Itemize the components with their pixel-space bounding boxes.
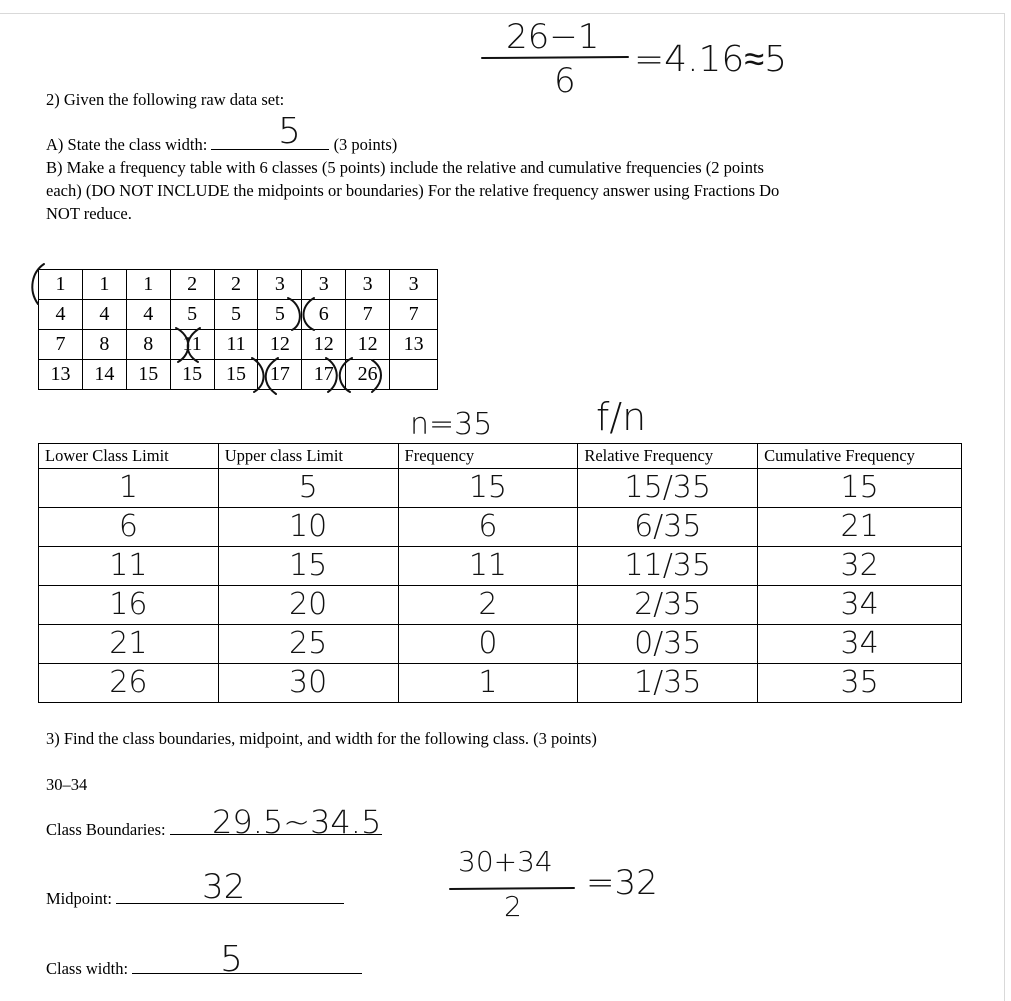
hw-class-width-answer: 5 bbox=[278, 111, 301, 152]
raw-data-cell: 12 bbox=[346, 330, 390, 360]
width-blank[interactable] bbox=[132, 957, 362, 974]
q2-part-b-line2: each) (DO NOT INCLUDE the midpoints or boundaries) For the relative frequency answer using Fractions Do bbox=[46, 181, 780, 200]
q2-intro: 2) Given the following raw data set: bbox=[46, 90, 285, 109]
upper-limit-cell: 30 bbox=[218, 664, 398, 703]
raw-data-cell: 4 bbox=[82, 300, 126, 330]
q3-width-row bbox=[46, 957, 362, 980]
table-row bbox=[39, 664, 962, 703]
upper-limit-cell: 5 bbox=[218, 469, 398, 508]
upper-limit-cell: 20 bbox=[218, 586, 398, 625]
hw-width-denominator: 6 bbox=[554, 61, 576, 101]
raw-data-cell: 26 bbox=[346, 360, 390, 390]
raw-data-cell: 4 bbox=[39, 300, 83, 330]
upper-limit-cell: 15 bbox=[218, 547, 398, 586]
cumulative-frequency-cell: 35 bbox=[758, 664, 962, 703]
relative-frequency-cell: 15/35 bbox=[578, 469, 758, 508]
frequency-table-body bbox=[39, 469, 962, 703]
raw-data-cell: 15 bbox=[214, 360, 258, 390]
raw-data-cell: 14 bbox=[82, 360, 126, 390]
raw-data-cell: 3 bbox=[302, 270, 346, 300]
hw-width-result: =4.16≈5 bbox=[634, 39, 787, 80]
upper-limit-cell: 10 bbox=[218, 508, 398, 547]
q3-midpoint-row bbox=[46, 887, 344, 910]
q2-part-b-line1: B) Make a frequency table with 6 classes (5 points) include the relative and cumulative frequencies (2 points bbox=[46, 158, 764, 177]
hw-width-numerator: 26−1 bbox=[506, 17, 600, 57]
frequency-cell: 11 bbox=[398, 547, 578, 586]
raw-data-cell: 5 bbox=[258, 300, 302, 330]
cumulative-frequency-cell: 34 bbox=[758, 625, 962, 664]
frequency-cell: 0 bbox=[398, 625, 578, 664]
frequency-cell: 2 bbox=[398, 586, 578, 625]
frequency-cell: 15 bbox=[398, 469, 578, 508]
raw-data-cell: 3 bbox=[390, 270, 438, 300]
raw-data-cell: 2 bbox=[214, 270, 258, 300]
raw-data-cell: 12 bbox=[302, 330, 346, 360]
raw-data-cell: 7 bbox=[346, 300, 390, 330]
lower-limit-cell: 26 bbox=[39, 664, 219, 703]
frequency-table bbox=[38, 443, 962, 703]
hw-midpoint-result: =32 bbox=[586, 863, 658, 903]
hw-midpoint-numerator: 30+34 bbox=[458, 845, 553, 878]
q3-class-range: 30–34 bbox=[46, 775, 88, 794]
raw-data-cell: 4 bbox=[126, 300, 170, 330]
table-row bbox=[39, 508, 962, 547]
frequency-cell: 6 bbox=[398, 508, 578, 547]
hw-relative-formula: f/n bbox=[596, 395, 647, 439]
relative-frequency-cell: 11/35 bbox=[578, 547, 758, 586]
raw-data-cell: 6 bbox=[302, 300, 346, 330]
hw-boundaries-answer: 29.5~34.5 bbox=[212, 803, 382, 841]
raw-data-cell: 15 bbox=[126, 360, 170, 390]
hw-midpoint-answer: 32 bbox=[202, 867, 246, 907]
raw-data-cell: 1 bbox=[39, 270, 83, 300]
frequency-table-header-row bbox=[39, 444, 962, 469]
hw-width-answer: 5 bbox=[220, 939, 243, 980]
raw-data-cell: 12 bbox=[258, 330, 302, 360]
raw-data-cell: 15 bbox=[170, 360, 214, 390]
upper-limit-cell: 25 bbox=[218, 625, 398, 664]
relative-frequency-cell: 2/35 bbox=[578, 586, 758, 625]
raw-data-cell: 8 bbox=[126, 330, 170, 360]
raw-data-cell: 1 bbox=[126, 270, 170, 300]
lower-limit-cell: 1 bbox=[39, 469, 219, 508]
raw-data-cell: 11 bbox=[214, 330, 258, 360]
width-label: Class width: bbox=[46, 959, 129, 978]
lower-limit-cell: 11 bbox=[39, 547, 219, 586]
table-row bbox=[39, 586, 962, 625]
hw-n-label: n=35 bbox=[410, 407, 493, 442]
table-row bbox=[39, 625, 962, 664]
table-row bbox=[39, 547, 962, 586]
q3-prompt: 3) Find the class boundaries, midpoint, and width for the following class. (3 points) bbox=[46, 729, 597, 748]
frequency-cell: 1 bbox=[398, 664, 578, 703]
header-relative-frequency: Relative Frequency bbox=[578, 444, 758, 469]
raw-data-cell: 3 bbox=[346, 270, 390, 300]
table-row bbox=[39, 469, 962, 508]
q2-part-b-line3: NOT reduce. bbox=[46, 204, 132, 223]
lower-limit-cell: 6 bbox=[39, 508, 219, 547]
q2-part-a-suffix: (3 points) bbox=[333, 135, 398, 154]
header-frequency: Frequency bbox=[398, 444, 578, 469]
header-lower-class-limit: Lower Class Limit bbox=[39, 444, 219, 469]
raw-data-cell: 5 bbox=[214, 300, 258, 330]
relative-frequency-cell: 1/35 bbox=[578, 664, 758, 703]
q2-part-a bbox=[46, 133, 397, 156]
header-upper-class-limit: Upper class Limit bbox=[218, 444, 398, 469]
hw-raw-data-brackets bbox=[26, 258, 406, 408]
midpoint-label: Midpoint: bbox=[46, 889, 113, 908]
raw-data-cell: 5 bbox=[170, 300, 214, 330]
lower-limit-cell: 16 bbox=[39, 586, 219, 625]
lower-limit-cell: 21 bbox=[39, 625, 219, 664]
raw-data-cell: 7 bbox=[390, 300, 438, 330]
raw-data-cell: 1 bbox=[82, 270, 126, 300]
raw-data-cell: 13 bbox=[39, 360, 83, 390]
raw-data-cell: 13 bbox=[390, 330, 438, 360]
cumulative-frequency-cell: 32 bbox=[758, 547, 962, 586]
raw-data-cell: 11 bbox=[170, 330, 214, 360]
raw-data-cell: 3 bbox=[258, 270, 302, 300]
boundaries-label: Class Boundaries: bbox=[46, 820, 166, 839]
raw-data-cell: 17 bbox=[302, 360, 346, 390]
header-cumulative-frequency: Cumulative Frequency bbox=[758, 444, 962, 469]
cumulative-frequency-cell: 15 bbox=[758, 469, 962, 508]
raw-data-cell: 17 bbox=[258, 360, 302, 390]
hw-midpoint-denominator: 2 bbox=[504, 890, 522, 923]
cumulative-frequency-cell: 21 bbox=[758, 508, 962, 547]
class-width-blank[interactable] bbox=[211, 133, 329, 150]
q2-part-a-prefix: A) State the class width: bbox=[46, 135, 208, 154]
cumulative-frequency-cell: 34 bbox=[758, 586, 962, 625]
raw-data-cell: 8 bbox=[82, 330, 126, 360]
relative-frequency-cell: 0/35 bbox=[578, 625, 758, 664]
relative-frequency-cell: 6/35 bbox=[578, 508, 758, 547]
raw-data-cell: 7 bbox=[39, 330, 83, 360]
raw-data-cell: 2 bbox=[170, 270, 214, 300]
